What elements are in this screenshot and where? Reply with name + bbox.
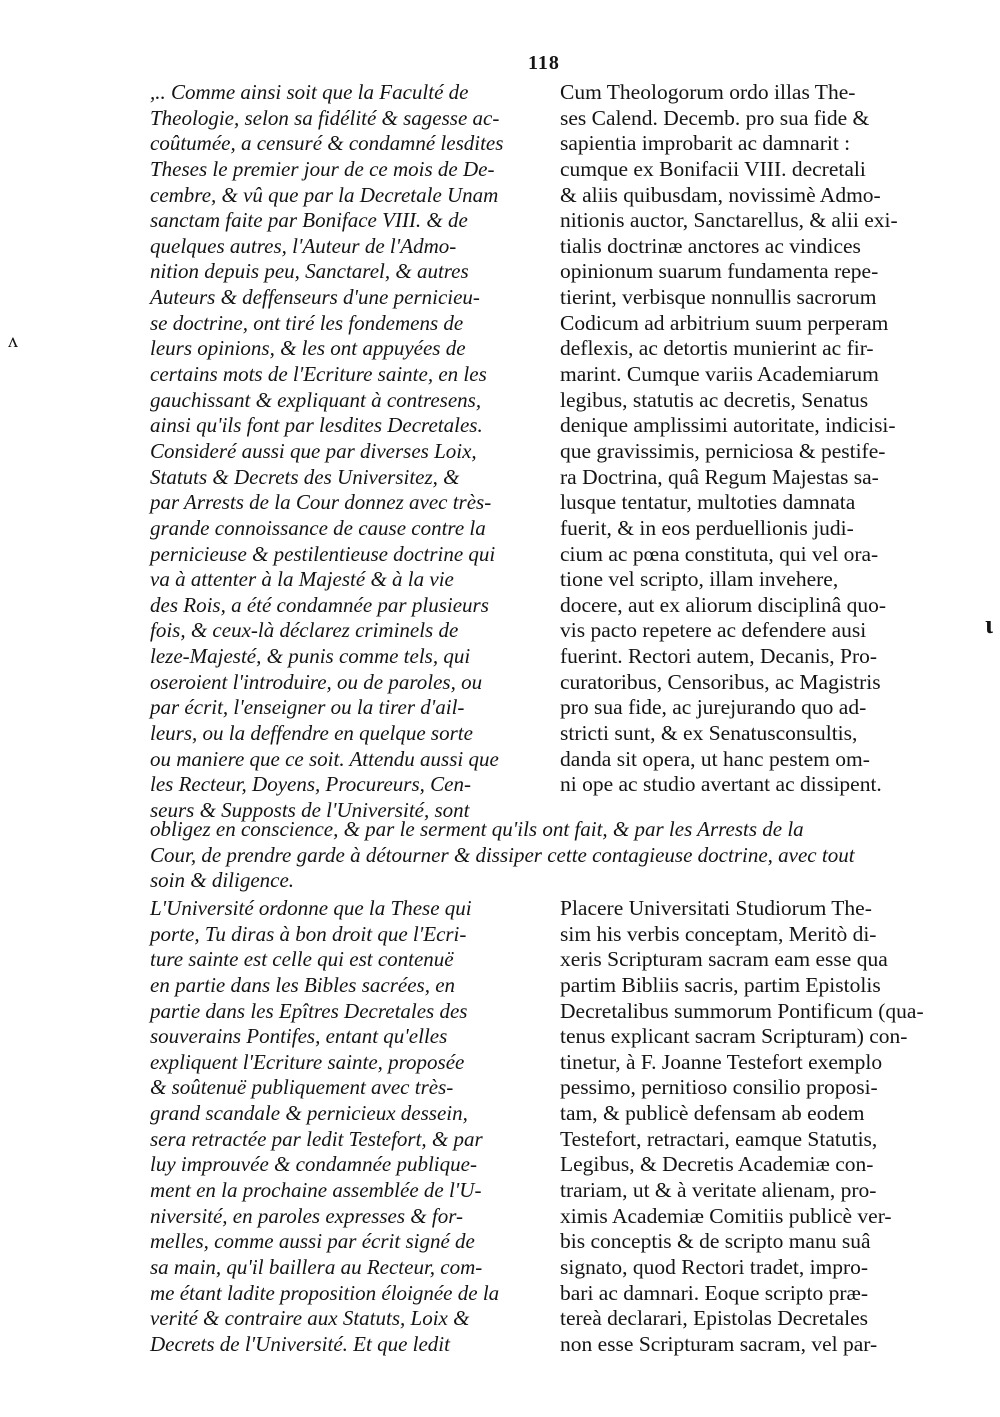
french-text-line: ture sainte est celle qui est contenuë (150, 947, 454, 972)
french-text-line: sera retractée par ledit Testefort, & par (150, 1126, 483, 1151)
latin-text-line: Placere Universitati Studiorum The- (560, 896, 872, 920)
latin-text-line: tialis doctrinæ anctores ac vindices (560, 233, 861, 258)
french-text-line: pernicieuse & pestilentieuse doctrine qui (150, 541, 496, 566)
french-text-line: leurs, ou la deffendre en quelque sorte (150, 721, 473, 746)
latin-text-line: legibus, statutis ac decretis, Senatus (560, 387, 869, 412)
french-text-line: se doctrine, ont tiré les fondemens de (150, 310, 464, 335)
french-text-line: expliquent l'Ecriture sainte, proposée (150, 1049, 465, 1074)
french-text-line: niversité, en paroles expresses & for- (150, 1203, 463, 1228)
french-text-line: fois, & ceux-là déclarez criminels de (150, 618, 459, 643)
latin-text-line: stricti sunt, & ex Senatusconsultis, (560, 721, 858, 746)
latin-text-line: curatoribus, Censoribus, ac Magistris (560, 669, 881, 694)
french-text-line: va à attenter à la Majesté & à la vie (150, 567, 454, 592)
french-text-line: Consideré aussi que par diverses Loix, (150, 438, 477, 463)
french-text-line: grande connoissance de cause contre la (150, 515, 486, 540)
french-text-line: ou maniere que ce soit. Attendu aussi que (150, 746, 499, 771)
latin-text-line: pro sua fide, ac jurejurando quo ad- (560, 695, 867, 720)
french-text-line: sanctam faite par Boniface VIII. & de (150, 208, 468, 233)
french-text-line: grand scandale & pernicieux dessein, (150, 1101, 468, 1126)
latin-text-line: ra Doctrina, quâ Regum Majestas sa- (560, 464, 879, 489)
latin-text-line: xeris Scripturam sacram eam esse qua (560, 947, 888, 972)
latin-text-line: Legibus, & Decretis Academiæ con- (560, 1152, 874, 1177)
latin-text-line: tereà declarari, Epistolas Decretales (560, 1306, 868, 1331)
latin-text-line: partim Bibliis sacris, partim Epistolis (560, 972, 881, 997)
latin-text-line: tierint, verbisque nonnullis sacrorum (560, 285, 877, 310)
latin-text-line: Decretalibus summorum Pontificum (qua- (560, 998, 924, 1023)
french-text-line: leze-Majesté, & punis comme tels, qui (150, 644, 471, 669)
latin-text-line: bari ac damnari. Eoque scripto præ- (560, 1280, 869, 1305)
margin-mark-left: ᴧ (8, 330, 18, 352)
french-text-line: ainsi qu'ils font par lesdites Decretales. (150, 413, 483, 438)
french-text-line: Statuts & Decrets des Universitez, & (150, 464, 460, 489)
latin-text-line: cium ac pœna constituta, qui vel ora- (560, 541, 879, 566)
french-text-line: coûtumée, a censuré & condamné lesdites (150, 131, 504, 156)
french-text-line: verité & contraire aux Statuts, Loix & (150, 1306, 470, 1331)
latin-text-line: denique amplissimi autoritate, indicisi- (560, 413, 896, 438)
margin-mark-right: ɩ (985, 610, 994, 639)
latin-text-line: docere, aut ex aliorum disciplinâ quo- (560, 592, 886, 617)
french-text-line: oseroient l'introduire, ou de paroles, ou (150, 669, 483, 694)
latin-text-line: Cum Theologorum ordo illas The- (560, 80, 856, 104)
latin-text-line: cumque ex Bonifacii VIII. decretali (560, 156, 866, 181)
latin-column-section-1 (560, 80, 898, 798)
latin-text-line: marint. Cumque variis Academiarum (560, 362, 879, 387)
french-text-line: melles, comme aussi par écrit signé de (150, 1229, 475, 1254)
latin-text-line: deflexis, ac detortis munierint ac fir- (560, 336, 874, 361)
french-column-section-1 (150, 80, 503, 824)
french-text-line: Auteurs & deffenseurs d'une pernicieu- (150, 285, 480, 310)
latin-text-line: non esse Scripturam sacram, vel par- (560, 1331, 878, 1356)
french-text-line: seurs & Supposts de l'Université, sont (150, 797, 470, 822)
latin-text-line: lusque tentatur, multoties damnata (560, 490, 856, 515)
french-text-line: quelques autres, l'Auteur de l'Admo- (150, 233, 457, 258)
latin-text-line: tione vel scripto, illam invehere, (560, 567, 839, 592)
latin-text-line: bis conceptis & de scripto manu suâ (560, 1229, 871, 1254)
french-text-line: & soûtenuë publiquement avec très- (150, 1075, 454, 1100)
french-text-line: cembre, & vû que par la Decretale Unam (150, 182, 499, 207)
latin-text-line: pessimo, pernitioso consilio proposi- (560, 1075, 878, 1100)
french-text-line: gauchissant & expliquant à contresens, (150, 387, 482, 412)
french-text-line: les Recteur, Doyens, Procureurs, Cen- (150, 772, 471, 797)
french-text-line: obligez en conscience, & par le serment qu'ils ont fait, & par les Arrests de la (150, 817, 804, 841)
latin-column-section-2 (560, 896, 924, 1358)
french-text-line: sa main, qu'il baillera au Recteur, com- (150, 1254, 483, 1279)
latin-text-line: fuerit, & in eos perduellionis judi- (560, 515, 854, 540)
latin-text-line: tinetur, à F. Joanne Testefort exemplo (560, 1049, 883, 1074)
latin-text-line: sapientia improbarit ac damnarit : (560, 131, 851, 156)
french-text-line: Theses le premier jour de ce mois de De- (150, 156, 495, 181)
latin-text-line: ni ope ac studio avertant ac dissipent. (560, 772, 882, 797)
french-column-section-2 (150, 896, 499, 1358)
french-text-line: par écrit, l'enseigner ou la tirer d'ail- (150, 695, 465, 720)
latin-text-line: trariam, ut & à veritate alienam, pro- (560, 1178, 877, 1203)
french-text-line: Cour, de prendre garde à détourner & dissiper cette contagieuse doctrine, avec tout (150, 842, 855, 867)
french-text-line: soin & diligence. (150, 868, 295, 893)
french-text-line: Theologie, selon sa fidélité & sagesse ac- (150, 105, 500, 130)
latin-text-line: fuerint. Rectori autem, Decanis, Pro- (560, 644, 878, 669)
latin-text-line: & aliis quibusdam, novissimè Admo- (560, 182, 881, 207)
latin-text-line: Testefort, retractari, eamque Statutis, (560, 1126, 878, 1151)
latin-text-line: ses Calend. Decemb. pro sua fide & (560, 105, 870, 130)
latin-text-line: vis pacto repetere ac defendere ausi (560, 618, 867, 643)
french-text-line: L'Université ordonne que la These qui (150, 896, 472, 920)
french-text-line: en partie dans les Bibles sacrées, en (150, 972, 456, 997)
french-text-line: des Rois, a été condamnée par plusieurs (150, 592, 489, 617)
french-text-line: me étant ladite proposition éloignée de la (150, 1280, 500, 1305)
french-text-line: ,.. Comme ainsi soit que la Faculté de (150, 80, 469, 104)
french-text-line: souverains Pontifes, entant qu'elles (150, 1024, 448, 1049)
french-text-line: certains mots de l'Ecriture sainte, en les (150, 362, 487, 387)
french-text-line: partie dans les Epîtres Decretales des (150, 998, 468, 1023)
french-text-line: ment en la prochaine assemblée de l'U- (150, 1178, 482, 1203)
french-text-line: nition depuis peu, Sanctarel, & autres (150, 259, 469, 284)
latin-text-line: danda sit opera, ut hanc pestem om- (560, 746, 870, 771)
latin-text-line: tenus explicant sacram Scripturam) con- (560, 1024, 908, 1049)
french-text-line: porte, Tu diras à bon droit que l'Ecri- (150, 921, 467, 946)
french-text-line: par Arrests de la Cour donnez avec très- (150, 490, 492, 515)
french-text-line: leurs opinions, & les ont appuyées de (150, 336, 466, 361)
latin-text-line: ximis Academiæ Comitiis publicè ver- (560, 1203, 892, 1228)
latin-text-line: opinionum suarum fundamenta repe- (560, 259, 879, 284)
latin-text-line: nitionis auctor, Sanctarellus, & alii exi- (560, 208, 898, 233)
french-text-line: Decrets de l'Université. Et que ledit (150, 1331, 450, 1356)
latin-text-line: sim his verbis conceptam, Meritò di- (560, 921, 877, 946)
french-text-line: luy improuvée & condamnée publique- (150, 1152, 477, 1177)
latin-text-line: tam, & publicè defensam ab eodem (560, 1101, 865, 1126)
french-wide-paragraph (150, 817, 855, 894)
latin-text-line: signato, quod Rectori tradet, impro- (560, 1254, 869, 1279)
latin-text-line: Codicum ad arbitrium suum perperam (560, 310, 889, 335)
page-number: 118 (528, 52, 560, 74)
latin-text-line: que gravissimis, perniciosa & pestife- (560, 438, 886, 463)
